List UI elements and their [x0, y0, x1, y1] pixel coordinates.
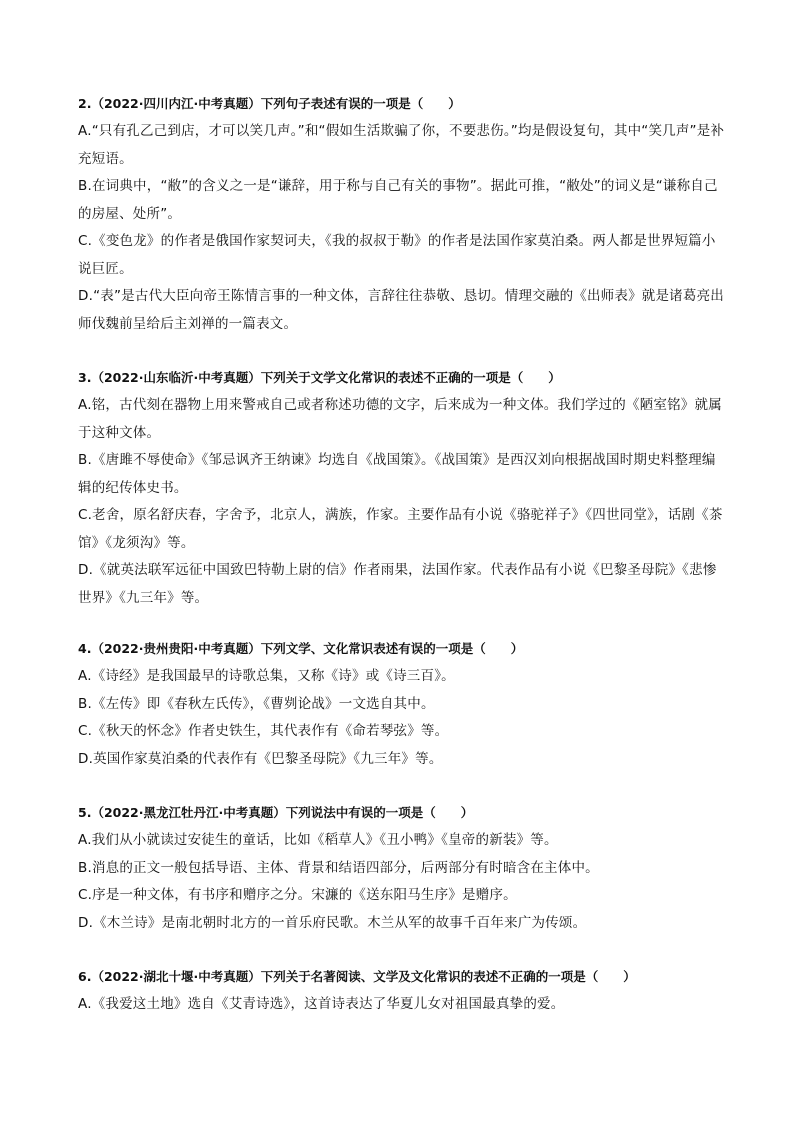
- option-d: D.“表”是古代大臣向帝王陈情言事的一种文体，言辞往往恭敬、恳切。情理交融的《出师表》就是诸葛亮出师伐魏前呈给后主刘禅的一篇表文。: [78, 288, 724, 332]
- question-3: [78, 364, 728, 612]
- question-stem: 2.（2022·四川内江·中考真题）下列句子表述有误的一项是（ ）: [78, 96, 461, 111]
- question-stem: 3.（2022·山东临沂·中考真题）下列关于文学文化常识的表述不正确的一项是（ ）: [78, 370, 561, 385]
- question-5: [78, 799, 728, 937]
- option-d: D.《木兰诗》是南北朝时北方的一首乐府民歌。木兰从军的故事千百年来广为传颂。: [78, 914, 587, 931]
- question-stem: 5.（2022·黑龙江牡丹江·中考真题）下列说法中有误的一项是（ ）: [78, 805, 474, 820]
- question-6: [78, 963, 728, 1019]
- option-d: D.《就英法联军远征中国致巴特勒上尉的信》作者雨果，法国作家。代表作品有小说《巴黎圣母院》《悲惨世界》《九三年》等。: [78, 562, 717, 606]
- question-stem: 4.（2022·贵州贵阳·中考真题）下列文学、文化常识表述有误的一项是（ ）: [78, 641, 524, 656]
- option-b: B.消息的正文一般包括导语、主体、背景和结语四部分，后两部分有时暗含在主体中。: [78, 859, 599, 876]
- option-a: A.《诗经》是我国最早的诗歌总集，又称《诗》或《诗三百》。: [78, 668, 455, 684]
- option-a: A.《我爱这土地》选自《艾青诗选》，这首诗表达了华夏儿女对祖国最真挚的爱。: [78, 996, 565, 1012]
- question-2: [78, 90, 728, 338]
- question-4: [78, 635, 728, 773]
- option-a: A.我们从小就读过安徒生的童话，比如《稻草人》《丑小鸭》《皇帝的新装》等。: [78, 832, 558, 848]
- option-b: B.《左传》即《春秋左氏传》，《曹刿论战》一文选自其中。: [78, 695, 435, 712]
- option-c: C.《变色龙》的作者是俄国作家契诃夫，《我的叔叔于勒》的作者是法国作家莫泊桑。两人都是世界短篇小说巨匠。: [78, 233, 716, 277]
- option-b: B.《唐雎不辱使命》《邹忌讽齐王纳谏》均选自《战国策》。《战国策》是西汉刘向根据战国时期史料整理编辑的纪传体史书。: [78, 452, 716, 496]
- question-stem: 6.（2022·湖北十堰·中考真题）下列关于名著阅读、文学及文化常识的表述不正确的一项是（ ）: [78, 969, 636, 984]
- option-a: A.“只有孔乙己到店，才可以笑几声。”和“假如生活欺骗了你，不要悲伤。”均是假设复句，其中“笑几声”是补充短语。: [78, 123, 725, 167]
- option-d: D.英国作家莫泊桑的代表作有《巴黎圣母院》《九三年》等。: [78, 750, 443, 767]
- option-a: A.铭，古代刻在器物上用来警戒自己或者称述功德的文字，后来成为一种文体。我们学过的《陋室铭》就属于这种文体。: [78, 397, 722, 441]
- option-c: C.序是一种文体，有书序和赠序之分。宋濂的《送东阳马生序》是赠序。: [78, 887, 517, 903]
- option-c: C.《秋天的怀念》作者史铁生，其代表作有《命若琴弦》等。: [78, 723, 449, 739]
- option-b: B.在词典中，“敝”的含义之一是“谦辞，用于称与自己有关的事物”。据此可推，“敝处”的词义是“谦称自己的房屋、处所”。: [78, 178, 718, 222]
- option-c: C.老舍，原名舒庆春，字舍予，北京人，满族，作家。主要作品有小说《骆驼祥子》《四世同堂》，话剧《茶馆》《龙须沟》等。: [78, 507, 723, 551]
